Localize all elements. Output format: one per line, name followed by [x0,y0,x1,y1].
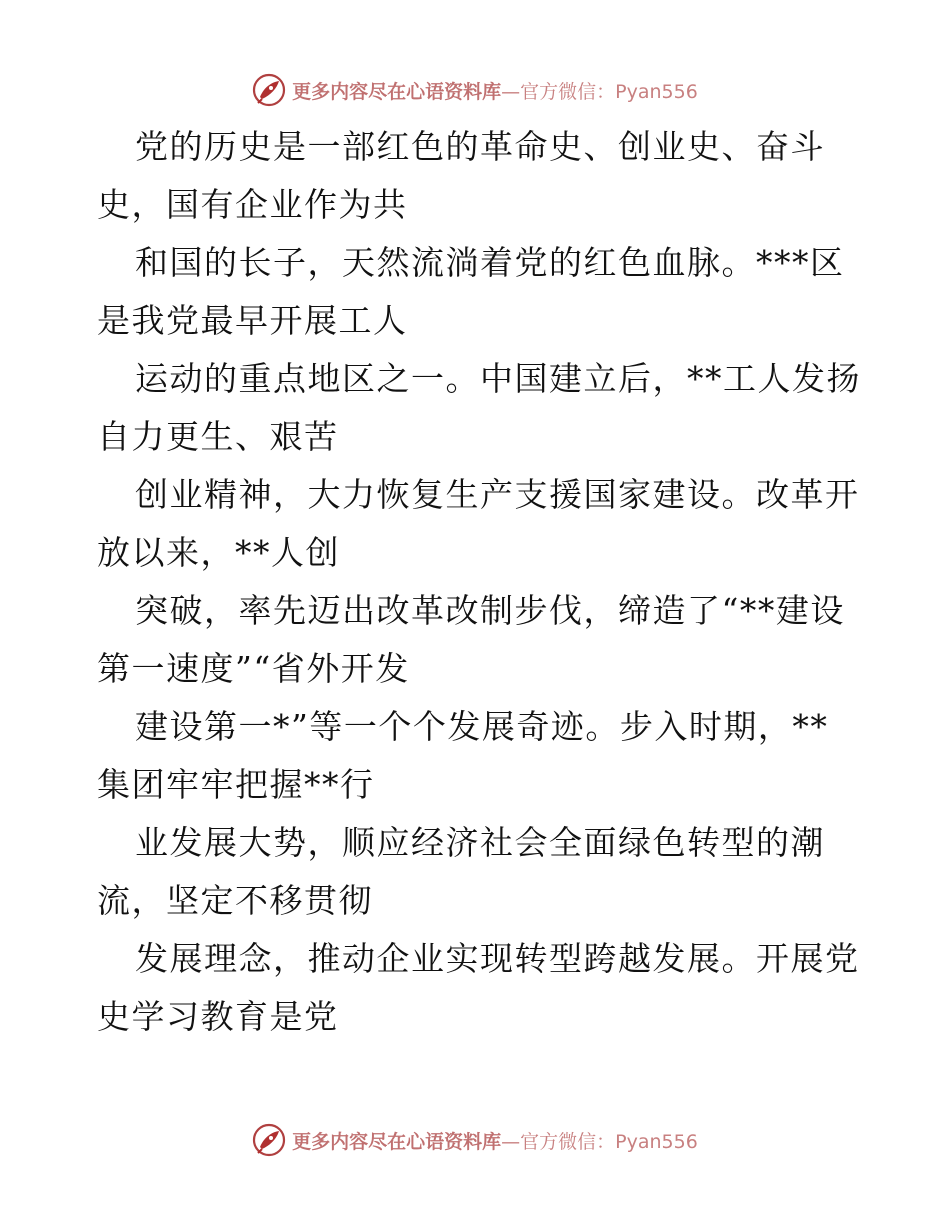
pen-nib-logo-icon [252,1123,286,1157]
header-banner-dash: — [501,80,521,103]
body-line-6: 自力更生、艰苦 [97,417,339,456]
footer-brand-text: 更多内容尽在心语资料库 [292,1130,502,1153]
body-line-3: 和国的长子，天然流淌着党的红色血脉。***区 [135,243,845,282]
body-line-9: 突破，率先迈出改革改制步伐，缔造了“**建设 [135,591,845,630]
header-brand-text: 更多内容尽在心语资料库 [292,80,502,103]
footer-contact-text: 官方微信：Pyan556 [520,1130,698,1153]
header-watermark-banner [0,70,950,110]
body-line-16: 史学习教育是党 [97,997,339,1036]
footer-banner-inner [252,1123,698,1157]
body-line-13: 业发展大势，顺应经济社会全面绿色转型的潮 [135,823,825,862]
header-contact-text: 官方微信：Pyan556 [520,80,698,103]
body-line-1: 党的历史是一部红色的革命史、创业史、奋斗 [135,127,825,166]
body-line-15: 发展理念，推动企业实现转型跨越发展。开展党 [135,939,860,978]
body-line-14: 流，坚定不移贯彻 [97,881,373,920]
body-line-12: 集团牢牢把握**行 [97,765,375,804]
header-banner-text [292,77,698,104]
header-banner-inner [252,73,698,107]
body-line-11: 建设第一*”等一个个发展奇迹。步入时期，** [135,707,829,746]
pen-nib-logo-icon [252,73,286,107]
document-body [97,118,861,1046]
body-line-2: 史，国有企业作为共 [97,185,408,224]
body-line-7: 创业精神，大力恢复生产支援国家建设。改革开 [135,475,860,514]
body-line-10: 第一速度”“省外开发 [97,649,410,688]
body-line-8: 放以来，**人创 [97,533,340,572]
footer-watermark-banner [0,1120,950,1160]
body-line-4: 是我党最早开展工人 [97,301,408,340]
footer-banner-dash: — [501,1130,521,1153]
footer-banner-text [292,1127,698,1154]
body-line-5: 运动的重点地区之一。中国建立后，**工人发扬 [135,359,861,398]
